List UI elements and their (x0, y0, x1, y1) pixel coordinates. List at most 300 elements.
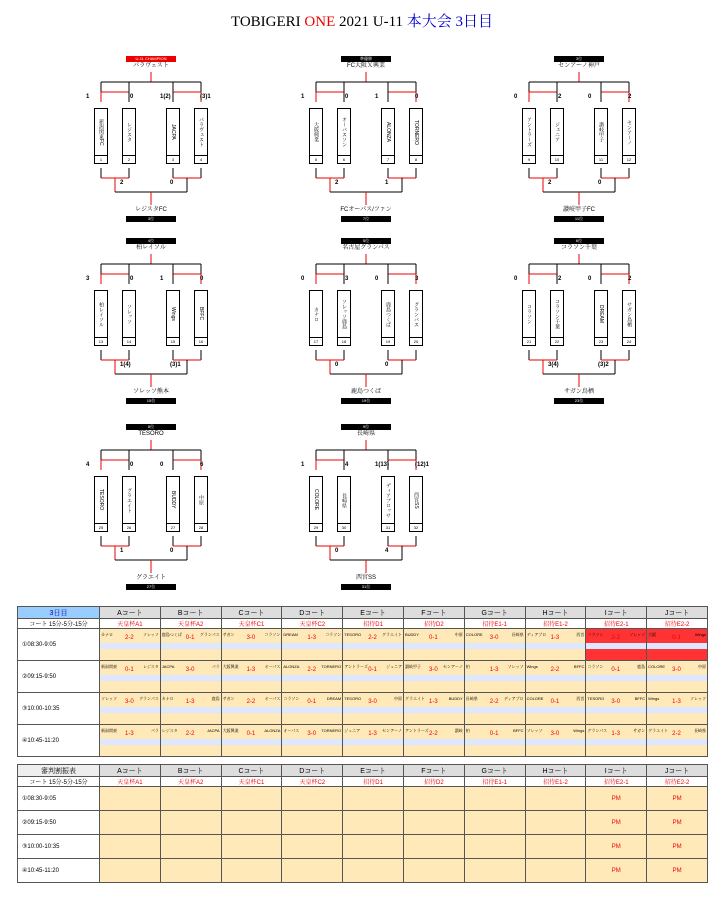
home-team: COLORE (526, 696, 544, 701)
match-number-strip (161, 675, 221, 681)
away-team: 中原 (393, 696, 402, 701)
match-cell[interactable] (221, 693, 282, 725)
referee-cell[interactable] (160, 787, 221, 811)
match-number-strip (343, 707, 403, 713)
referee-row (18, 835, 708, 859)
referee-cell[interactable] (343, 859, 404, 883)
court-header: Bコート (160, 607, 221, 619)
match-cell[interactable] (586, 661, 647, 693)
match-number-strip (222, 739, 282, 745)
rank-bar-top: 4位 (126, 238, 176, 244)
pm-tag: PM (672, 795, 682, 802)
team-number: 1 (94, 156, 108, 164)
referee-cell[interactable] (525, 859, 586, 883)
court-header: Iコート (586, 607, 647, 619)
home-team: アントラーズ (344, 664, 368, 669)
team-number: 7 (381, 156, 395, 164)
match-score: 3-0 (550, 731, 560, 737)
match-score: 2-2 (125, 635, 134, 641)
team-number: 29 (309, 524, 323, 532)
match-cell[interactable] (100, 629, 161, 661)
referee-cell[interactable] (525, 787, 586, 811)
referee-row (18, 811, 708, 835)
runner-label: FCオーパス/ファン (340, 207, 392, 213)
referee-table (17, 764, 708, 883)
match-score: 1-3 (428, 699, 438, 705)
home-team: 鹿島つくば (161, 632, 182, 637)
team-name: 長崎県 (337, 476, 351, 524)
team-name: センアーノ (622, 108, 636, 156)
match-cell[interactable] (343, 629, 404, 661)
referee-cell[interactable] (221, 835, 282, 859)
team-number: 18 (337, 338, 351, 346)
runner-label: レジスタFC (135, 207, 167, 213)
team-number: 13 (94, 338, 108, 346)
team-number: 16 (194, 338, 208, 346)
match-number-strip (100, 643, 160, 649)
court-header: Iコート (586, 765, 647, 777)
referee-cell[interactable] (464, 835, 525, 859)
court-subhead: 招待E1-1 (464, 619, 525, 629)
score-top: 2 (558, 94, 562, 100)
time-slot-label: ①08:30-9:05 (18, 787, 100, 811)
pm-tag: PM (611, 843, 621, 850)
away-team: グランパス (139, 696, 159, 701)
away-team: ジュニア (386, 664, 402, 669)
score-top: 0 (130, 462, 134, 468)
court-subhead: 招待D2 (403, 619, 464, 629)
match-cell[interactable] (464, 629, 525, 661)
away-team: 鹿島 (211, 696, 220, 701)
score-bottom: 2 (335, 180, 339, 186)
referee-cell[interactable] (647, 811, 708, 835)
score-top: 0 (130, 94, 134, 100)
court-subhead: 天皇杯C2 (282, 777, 343, 787)
bracket-7 (72, 418, 262, 618)
match-cell[interactable] (647, 725, 708, 757)
home-team: Wings (648, 696, 660, 701)
court-header: Eコート (343, 765, 404, 777)
match-cell[interactable] (282, 725, 343, 757)
match-cell[interactable] (343, 725, 404, 757)
referee-cell[interactable] (464, 859, 525, 883)
match-cell[interactable] (100, 725, 161, 757)
home-team: グラエイト (648, 728, 669, 733)
match-number-strip (465, 675, 525, 681)
score-top: 4 (345, 462, 349, 468)
referee-cell[interactable] (343, 835, 404, 859)
match-cell[interactable] (525, 693, 586, 725)
away-team: BFFC (513, 728, 524, 733)
runner-label: 鹿島つくば (350, 389, 381, 395)
referee-cell[interactable] (160, 835, 221, 859)
team-name: グラエイト (122, 476, 136, 524)
referee-header: 審判割振表 (18, 765, 100, 777)
home-team: グランパス (587, 728, 608, 733)
referee-cell[interactable] (647, 787, 708, 811)
home-team: カナロ (101, 632, 113, 637)
court-subhead: 招待D1 (343, 777, 404, 787)
home-team: レジスタ (161, 728, 178, 733)
winner-label: 名古屋グランパス (342, 245, 390, 251)
match-number-strip (282, 643, 342, 649)
score-top: 0 (345, 94, 349, 100)
court-header: Fコート (403, 765, 464, 777)
referee-cell[interactable] (282, 859, 343, 883)
match-cell[interactable] (464, 693, 525, 725)
score-top: 2 (628, 94, 632, 100)
score-bottom: 1 (385, 180, 389, 186)
match-cell[interactable] (221, 629, 282, 661)
time-slot-label: ②09:15-9:50 (18, 661, 100, 693)
court-header: Gコート (464, 765, 525, 777)
match-cell[interactable] (403, 693, 464, 725)
referee-cell[interactable] (221, 811, 282, 835)
score-top: 0 (301, 276, 305, 282)
team-name: レジスタ (122, 108, 136, 156)
score-top: 4 (86, 462, 90, 468)
referee-cell[interactable] (586, 835, 647, 859)
home-team: 長崎県 (465, 696, 478, 701)
match-score: 1-3 (246, 667, 256, 673)
schedule-row (18, 693, 708, 725)
home-team: コラソン (587, 632, 604, 637)
match-number-strip (222, 675, 282, 681)
team-name: ALONZA (381, 108, 395, 156)
match-score: 0-1 (246, 731, 256, 737)
schedule-row (18, 629, 708, 661)
home-team: ソレッソ (526, 728, 543, 733)
team-number: 15 (166, 338, 180, 346)
court-subhead: 招待D2 (403, 777, 464, 787)
rank-bar-top: 5位 (341, 238, 391, 244)
pm-tag: PM (672, 819, 682, 826)
rank-bar-top: 8位 (126, 424, 176, 430)
match-number-strip (222, 643, 282, 649)
time-slot-label: ②09:15-9:50 (18, 811, 100, 835)
team-name: カナロ (309, 290, 323, 338)
score-top: 1 (375, 94, 379, 100)
match-cell[interactable] (403, 661, 464, 693)
match-cell[interactable] (647, 661, 708, 693)
match-number-strip (586, 675, 646, 681)
team-name: アントラーズ (522, 108, 536, 156)
home-team: 大阪興業 (222, 728, 239, 733)
team-name: ジュニア (550, 108, 564, 156)
score-bottom: 2 (120, 180, 124, 186)
score-top: 0 (588, 276, 592, 282)
team-name: 西宮SS (409, 476, 423, 524)
score-bottom: 3(4) (548, 362, 559, 368)
referee-cell[interactable] (282, 835, 343, 859)
score-bottom: 0 (335, 362, 339, 368)
match-score: 2-2 (550, 667, 560, 673)
match-score: 2-2 (246, 699, 256, 705)
match-score: 3-0 (125, 699, 134, 705)
home-team: 新潟関東 (101, 728, 117, 733)
court-header: Eコート (343, 607, 404, 619)
match-cell[interactable] (343, 693, 404, 725)
court-header: Cコート (221, 765, 282, 777)
referee-cell[interactable] (221, 787, 282, 811)
match-cell[interactable] (100, 693, 161, 725)
team-number: 32 (409, 524, 423, 532)
match-cell[interactable] (221, 725, 282, 757)
score-top: 0 (160, 462, 164, 468)
away-team: 中原 (454, 632, 463, 637)
match-cell[interactable] (221, 661, 282, 693)
title-mid: 2021 U-11 (335, 14, 407, 30)
rank-bar-bottom: 23位 (554, 398, 604, 404)
match-cell[interactable] (343, 661, 404, 693)
home-team: 大阪興業 (222, 664, 239, 669)
team-number: 24 (622, 338, 636, 346)
away-team: コラソン (264, 632, 281, 637)
match-cell[interactable] (403, 725, 464, 757)
match-cell[interactable] (282, 693, 343, 725)
away-team: BFFC (573, 664, 585, 669)
court-subhead: 招待E2-2 (647, 777, 708, 787)
referee-cell[interactable] (586, 859, 647, 883)
away-team: グラエイト (381, 632, 402, 637)
rank-bar-bottom: 15位 (126, 398, 176, 404)
score-top: 3 (345, 276, 349, 282)
match-score: 2-2 (489, 699, 499, 705)
schedule-table (17, 606, 708, 757)
referee-cell[interactable] (282, 787, 343, 811)
match-score: 3-0 (428, 667, 438, 673)
match-score: 3-0 (672, 667, 681, 673)
match-cell[interactable] (160, 693, 221, 725)
referee-cell[interactable] (586, 787, 647, 811)
time-slot-label: ④10:45-11:20 (18, 859, 100, 883)
winner-label: TESORO (138, 431, 164, 437)
court-subhead: 天皇杯C1 (221, 619, 282, 629)
score-top: 2 (628, 276, 632, 282)
match-cell[interactable] (100, 661, 161, 693)
match-number-strip (465, 739, 525, 745)
match-cell[interactable] (586, 629, 647, 661)
match-number-strip (282, 675, 342, 681)
match-cell[interactable] (525, 661, 586, 693)
court-header: Hコート (525, 607, 586, 619)
score-top: 1 (301, 94, 305, 100)
referee-cell[interactable] (343, 811, 404, 835)
team-number: 8 (409, 156, 423, 164)
match-cell[interactable] (282, 661, 343, 693)
bracket-6 (500, 232, 690, 432)
match-number-strip (526, 739, 586, 745)
home-team: COLORE (648, 664, 666, 669)
referee-cell[interactable] (100, 859, 161, 883)
match-cell[interactable] (464, 725, 525, 757)
team-name: 讃岐甲子 (594, 108, 608, 156)
home-team: サガン (222, 696, 235, 701)
referee-cell[interactable] (343, 787, 404, 811)
match-number-strip (465, 643, 525, 649)
referee-cell[interactable] (464, 811, 525, 835)
team-number: 4 (194, 156, 208, 164)
away-team: BUDDY (448, 696, 463, 701)
pm-tag: PM (672, 867, 682, 874)
referee-cell[interactable] (525, 835, 586, 859)
rank-bar-bottom: 19位 (341, 398, 391, 404)
match-cell[interactable] (160, 725, 221, 757)
team-name: TORNERO (409, 108, 423, 156)
match-cell[interactable] (525, 629, 586, 661)
team-number: 23 (594, 338, 608, 346)
referee-cell[interactable] (586, 811, 647, 835)
home-team: 新潟関東 (101, 664, 117, 669)
home-team: カナロ (161, 696, 174, 701)
score-bottom: 0 (385, 362, 389, 368)
match-number-strip (343, 739, 403, 745)
schedule-row (18, 661, 708, 693)
referee-cell[interactable] (464, 787, 525, 811)
match-cell[interactable] (525, 725, 586, 757)
match-score: 2-2 (368, 635, 377, 641)
referee-cell[interactable] (403, 811, 464, 835)
referee-cell[interactable] (525, 811, 586, 835)
away-team: 西宮 (576, 696, 585, 701)
away-team: TORNERO (321, 664, 342, 669)
referee-cell[interactable] (160, 859, 221, 883)
team-number: 12 (622, 156, 636, 164)
pm-tag: PM (611, 819, 621, 826)
home-team: 柏 (465, 664, 470, 669)
team-name: COLORE (309, 476, 323, 524)
team-name: JACPA (166, 108, 180, 156)
match-score: 3-0 (307, 731, 317, 737)
match-cell[interactable] (403, 629, 464, 661)
match-score: 0-1 (550, 699, 560, 705)
referee-cell[interactable] (403, 835, 464, 859)
referee-row (18, 787, 708, 811)
match-number-strip (526, 707, 586, 713)
team-name: 鹿島つくば (381, 290, 395, 338)
away-team: DREAM (326, 696, 342, 701)
referee-cell[interactable] (403, 787, 464, 811)
score-top: 1(2) (160, 94, 171, 100)
match-cell[interactable] (282, 629, 343, 661)
match-cell[interactable] (160, 629, 221, 661)
referee-cell[interactable] (403, 859, 464, 883)
bracket-3 (500, 50, 690, 250)
score-bottom: 4 (385, 548, 389, 554)
court-subhead: 招待D1 (343, 619, 404, 629)
match-cell[interactable] (464, 661, 525, 693)
team-number: 11 (594, 156, 608, 164)
match-number-strip (161, 707, 221, 713)
match-score: 1-3 (489, 667, 499, 673)
team-number: 17 (309, 338, 323, 346)
score-bottom: 0 (170, 180, 174, 186)
match-cell[interactable] (586, 693, 647, 725)
match-number-strip (526, 675, 586, 681)
page-title (0, 10, 724, 31)
score-top: 0 (200, 276, 204, 282)
referee-cell[interactable] (160, 811, 221, 835)
team-number: 30 (337, 524, 351, 532)
referee-cell[interactable] (100, 811, 161, 835)
team-name: パラヴェスト (194, 108, 208, 156)
court-header: Gコート (464, 607, 525, 619)
match-score: 0-1 (125, 667, 134, 673)
match-score: 0-1 (368, 667, 377, 673)
home-team: TESORO (344, 696, 362, 701)
winner-label: FC大阪Ｘ興業 (347, 63, 385, 69)
team-name: コラソン千葉 (550, 290, 564, 338)
score-bottom: 0 (335, 548, 339, 554)
away-team: 鹿島 (637, 664, 646, 669)
court-header: Dコート (282, 607, 343, 619)
home-team: DREAM (283, 632, 298, 637)
referee-cell[interactable] (647, 835, 708, 859)
team-number: 31 (381, 524, 395, 532)
rank-bar-bottom: 27位 (126, 584, 176, 590)
court-subhead: 天皇杯C2 (282, 619, 343, 629)
team-name: 大阪興業 (309, 108, 323, 156)
team-number: 19 (381, 338, 395, 346)
away-team: 長崎県 (693, 728, 706, 733)
court-header: Aコート (100, 765, 161, 777)
match-number-strip (647, 675, 707, 681)
court-header: Dコート (282, 765, 343, 777)
match-score: 0-1 (672, 635, 681, 641)
match-number-strip (404, 739, 464, 745)
referee-cell[interactable] (647, 859, 708, 883)
match-number-strip (404, 675, 464, 681)
team-name: コラソン (522, 290, 536, 338)
match-cell[interactable] (647, 693, 708, 725)
referee-cell[interactable] (221, 859, 282, 883)
score-bottom: (3)1 (170, 362, 181, 368)
match-score: 1-3 (307, 635, 317, 641)
match-number-strip (586, 707, 646, 713)
referee-cell[interactable] (282, 811, 343, 835)
away-team: 中原 (697, 664, 706, 669)
away-team: ソレッソ (690, 696, 706, 701)
match-cell[interactable] (647, 629, 708, 661)
score-top: 0 (415, 94, 419, 100)
match-number-strip (647, 739, 707, 745)
referee-subhead-row (18, 777, 708, 787)
referee-cell[interactable] (100, 787, 161, 811)
match-cell[interactable] (586, 725, 647, 757)
score-bottom: 0 (170, 548, 174, 554)
home-team: COLORE (465, 632, 483, 637)
bracket-4 (72, 232, 262, 432)
runner-label: サガン鳥栖 (564, 389, 594, 395)
team-number: 28 (194, 524, 208, 532)
referee-header-row (18, 765, 708, 777)
score-top: 6 (200, 462, 204, 468)
title-main: 本大会 3日目 (406, 14, 494, 30)
referee-cell[interactable] (100, 835, 161, 859)
match-cell[interactable] (160, 661, 221, 693)
court-subhead: 天皇杯A1 (100, 777, 161, 787)
team-name: サガン鳥栖 (622, 290, 636, 338)
team-number: 9 (522, 156, 536, 164)
match-score: 0-1 (307, 699, 317, 705)
referee-row (18, 859, 708, 883)
home-team: アントラーズ (404, 728, 429, 733)
match-score: 1-3 (550, 635, 560, 641)
match-number-strip (100, 739, 160, 745)
schedule-row (18, 725, 708, 757)
home-team: サガン (222, 632, 235, 637)
pm-tag: PM (611, 867, 621, 874)
